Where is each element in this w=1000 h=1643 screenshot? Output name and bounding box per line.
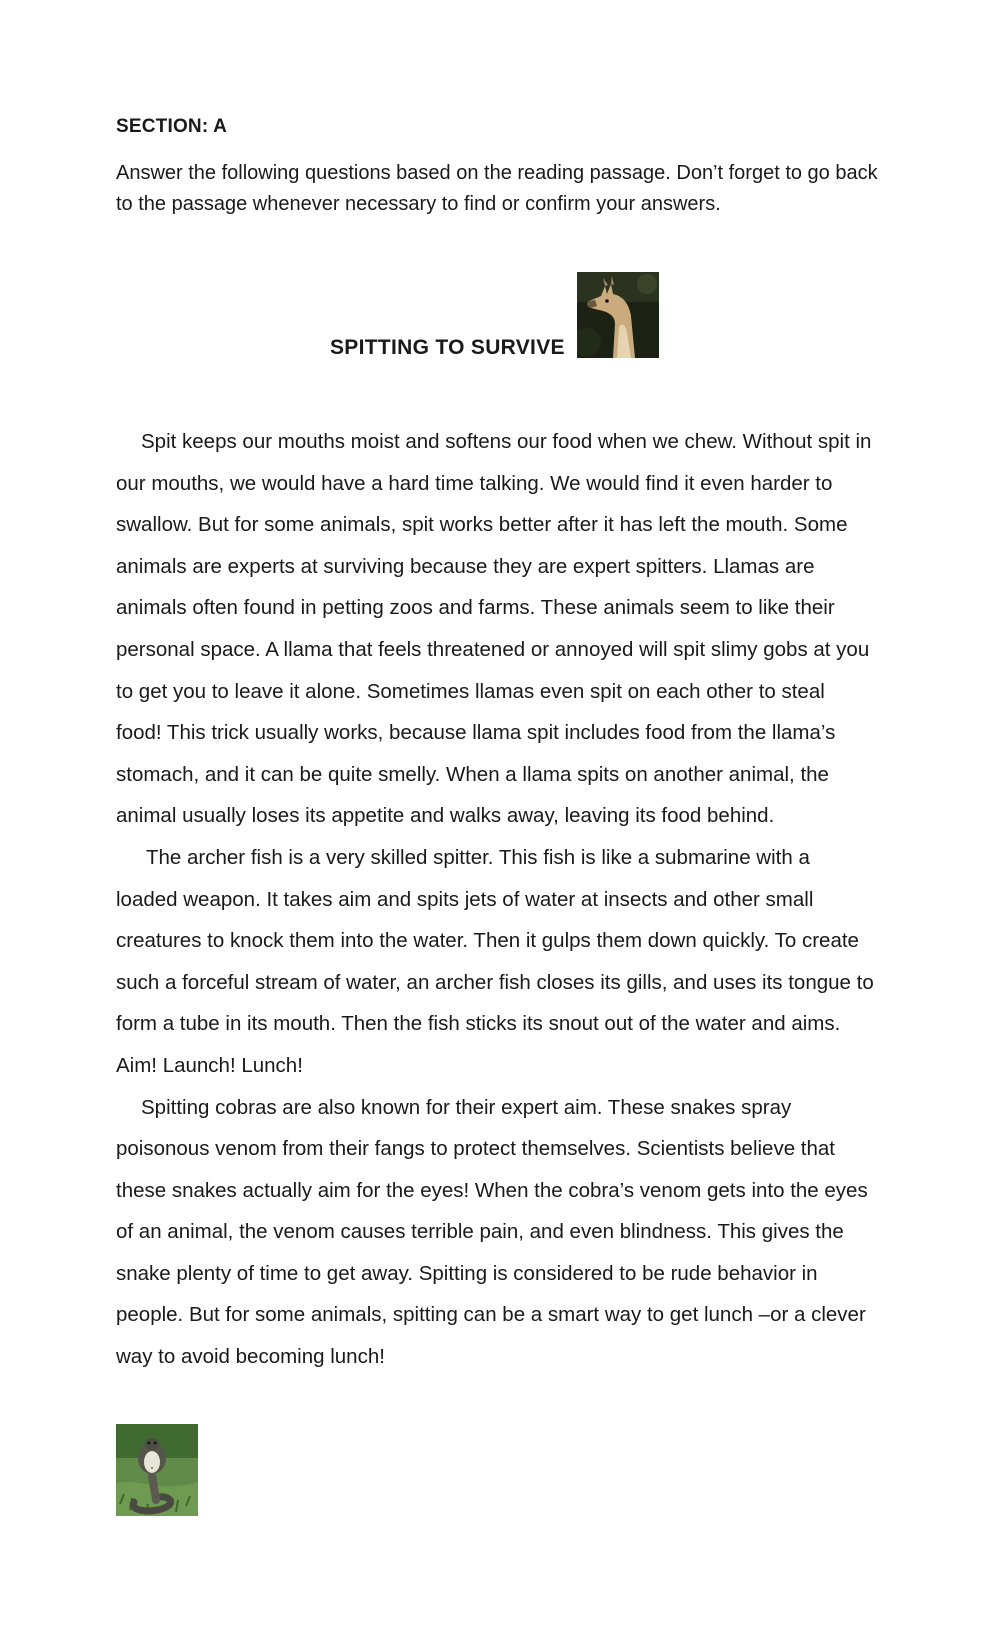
cobra-illustration xyxy=(116,1424,198,1516)
section-label: SECTION: A xyxy=(116,116,228,137)
llama-illustration xyxy=(577,272,659,358)
passage-title: SPITTING TO SURVIVE xyxy=(330,336,565,359)
reading-passage xyxy=(116,421,876,1378)
cobra-photo xyxy=(116,1424,198,1516)
instructions-text: Answer the following questions based on the reading passage. Don’t forget to go back to the passage whenever necessary to find or confirm your answers. xyxy=(116,162,878,215)
paragraph-archer-fish: The archer fish is a very skilled spitter. This fish is like a submarine with a loaded weapon. It takes aim and spits jets of water at insects and other small creatures to knock them into the water. Then it gulps them down quickly. To create such a forceful stream of water, an archer fish closes its gills, and uses its tongue to form a tube in its mouth. Then the fish sticks its snout out of the water and aims. Aim! Launch! Lunch! xyxy=(116,845,874,1077)
title-row xyxy=(330,272,670,368)
paragraph-cobras: Spitting cobras are also known for their expert aim. These snakes spray poisonous venom from their fangs to protect themselves. Scientists believe that these snakes actually aim for the eyes! When the cobra’s venom gets into the eyes of an animal, the venom causes terrible pain, and even blindness. This gives the snake plenty of time to get away. Spitting is considered to be rude behavior in people. But for some animals, spitting can be a smart way to get lunch –or a clever way to avoid becoming lunch! xyxy=(116,1095,868,1369)
llama-photo xyxy=(577,272,659,358)
paragraph-llamas: Spit keeps our mouths moist and softens our food when we chew. Without spit in our mouths, we would have a hard time talking. We would find it even harder to swallow. But for some animals, spit works better after it has left the mouth. Some animals are experts at surviving because they are expert spitters. Llamas are animals often found in petting zoos and farms. These animals seem to like their personal space. A llama that feels threatened or annoyed will spit slimy gobs at you to get you to leave it alone. Sometimes llamas even spit on each other to steal food! This trick usually works, because llama spit includes food from the llama’s stomach, and it can be quite smelly. When a llama spits on another animal, the animal usually loses its appetite and walks away, leaving its food behind. xyxy=(116,430,872,828)
